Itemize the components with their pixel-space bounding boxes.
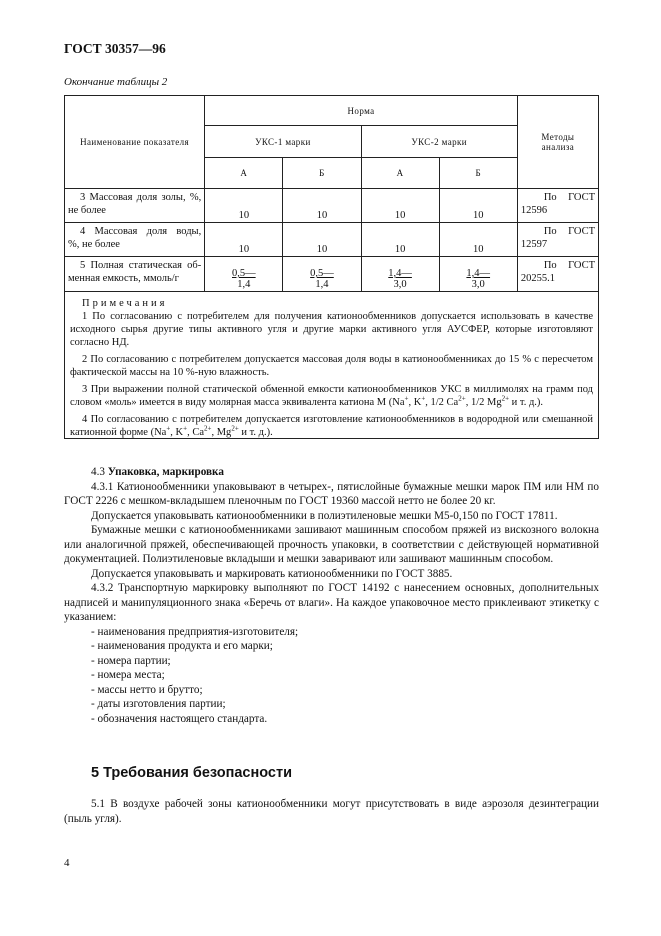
- row-name-line2: не более: [68, 205, 106, 216]
- header-uks1: УКС-1 марки: [205, 126, 361, 158]
- range-from: 1,4—: [466, 268, 491, 279]
- section-5-heading: 5 Требования безопасности: [91, 765, 293, 781]
- table-notes: [64, 292, 599, 439]
- method-gost: ГОСТ: [568, 260, 595, 271]
- list-item: - обозначения настоящего стандарта.: [91, 712, 268, 725]
- cell-value: [205, 257, 283, 292]
- method-gost: ГОСТ: [568, 226, 595, 237]
- header-uks2-b: Б: [439, 158, 517, 189]
- note-2: 2 По согласованию с потребителем допускается массовая доля воды в катионообменниках до 15 % с пересчетом фактической массы на 10 %-ную влажность.: [70, 354, 593, 378]
- range-to: 1,4: [315, 279, 329, 290]
- header-uks1-a: А: [205, 158, 283, 189]
- header-uks2-a: А: [361, 158, 439, 189]
- method-po: По: [543, 226, 557, 237]
- header-methods: [517, 96, 598, 189]
- range-from: 0,5—: [232, 268, 256, 279]
- header-uks1-b: Б: [283, 158, 361, 189]
- cell-method: [517, 223, 598, 257]
- paragraph: 4.3.2 Транспортную маркировку выполняют по ГОСТ 14192 с нанесением основных, дополнительных надписей и манипуляционного знака «Беречь от влаги». На каждое упаковочное место приклеивают этикетку с указанием:: [64, 582, 599, 623]
- method-number: 12597: [520, 239, 548, 250]
- cell-method: [517, 189, 598, 223]
- cell-value: 10: [361, 189, 439, 223]
- note-1: 1 По согласованию с потребителем для получения катионообменников допускается использовать в качестве исходного сырья другие типы активного угля и другие марки активного угля АУСФЕР, которые изготовляют согласно НД.: [70, 311, 593, 348]
- range-to: 1,4: [237, 279, 251, 290]
- page-number: 4: [64, 857, 70, 869]
- method-po: По: [543, 192, 557, 203]
- method-number: 12596: [520, 205, 548, 216]
- row-name-line2: %, не более: [68, 239, 120, 250]
- list-item: - наименования предприятия-изготовителя;: [91, 625, 299, 638]
- list-item: - даты изготовления партии;: [91, 698, 226, 710]
- method-number: 20255.1: [520, 273, 555, 284]
- cell-value: [361, 257, 439, 292]
- range-to: 3,0: [393, 279, 407, 290]
- row-name: [65, 223, 205, 257]
- cell-value: 10: [283, 189, 361, 223]
- cell-value: 10: [205, 223, 283, 257]
- notes-title: Примечания: [82, 298, 168, 309]
- cell-method: [517, 257, 598, 292]
- cell-value: 10: [205, 189, 283, 223]
- row-name-line1: 5 Полная статическая об-: [80, 260, 202, 271]
- header-methods-label: Методы анализа: [541, 132, 575, 152]
- cell-value: [283, 257, 361, 292]
- list-item: - массы нетто и брутто;: [91, 683, 203, 696]
- table-row: [65, 189, 599, 223]
- range-to: 3,0: [471, 279, 485, 290]
- list-item: - наименования продукта и его марки;: [91, 640, 273, 652]
- range-from: 1,4—: [388, 268, 412, 279]
- table-row: [65, 223, 599, 257]
- row-name-line1: 3 Массовая доля золы, %,: [80, 192, 202, 203]
- list-item: - номера партии;: [91, 654, 171, 667]
- method-po: По: [543, 260, 557, 271]
- row-name-line2: менная емкость, ммоль/г: [68, 273, 179, 284]
- paragraph: Допускается упаковывать и маркировать катионообменники по ГОСТ 3885.: [91, 567, 453, 580]
- row-name: [65, 189, 205, 223]
- note-3: 3 При выражении полной статической обменной емкости катионообменников УКС в миллимолях на грамм под словом «моль» имеется в виду молярная масса эквивалента катиона М (Na+, K+, 1/2 $Ca^{2+}$, 1/2 $Mg^{2+}$ и т. д.).: [70, 384, 593, 408]
- paragraph: Бумажные мешки с катионообменниками зашивают машинным способом пряжей из вискозного волокна или аналогичной пряжей, обеспечивающей прочность упаковки, в соответствии с действующей нормативной документацией. Полиэтиленовые вкладыши и мешки заваривают или зашивают машинным способом.: [64, 524, 599, 565]
- method-gost: ГОСТ: [568, 192, 595, 203]
- cell-value: 10: [439, 189, 517, 223]
- page-header: ГОСТ 30357—96: [64, 41, 166, 56]
- cell-value: 10: [283, 223, 361, 257]
- paragraph: Допускается упаковывать катионообменники в полиэтиленовые мешки М5-0,150 по ГОСТ 17811.: [91, 509, 558, 522]
- header-norm: Норма: [205, 96, 518, 126]
- header-indicator-name: Наименование показателя: [65, 96, 205, 189]
- section-4-3: [64, 465, 599, 726]
- note-4: 4 По согласованию с потребителем допускается изготовление катионообменников в водородной или смешанной катионной форме (Na+, K+, $Ca^{2+}$, $Mg^{2+}$ и т. д.).: [70, 414, 593, 438]
- paragraph: 5.1 В воздухе рабочей зоны катионообменники могут присутствовать в виде аэрозоля дезинтеграции (пыль угля).: [64, 798, 599, 825]
- cell-value: [439, 257, 517, 292]
- section-heading: 4.3 Упаковка, маркировка: [91, 466, 224, 478]
- list-item: - номера места;: [91, 669, 165, 681]
- range-from: 0,5—: [310, 268, 334, 279]
- table-row: [65, 257, 599, 292]
- header-uks2: УКС-2 марки: [361, 126, 517, 158]
- paragraph: 4.3.1 Катионообменники упаковывают в четырех-, пятислойные бумажные мешки марок ПМ или НМ по ГОСТ 2226 с мешком-вкладышем пленочным по ГОСТ 19360 массой нетто не более 20 кг.: [64, 480, 599, 507]
- cell-value: 10: [439, 223, 517, 257]
- cell-value: 10: [361, 223, 439, 257]
- row-name-line1: 4 Массовая доля воды,: [80, 226, 202, 237]
- specification-table: [64, 95, 599, 439]
- section-5: [64, 797, 599, 826]
- table-caption: Окончание таблицы 2: [64, 76, 168, 88]
- row-name: [65, 257, 205, 292]
